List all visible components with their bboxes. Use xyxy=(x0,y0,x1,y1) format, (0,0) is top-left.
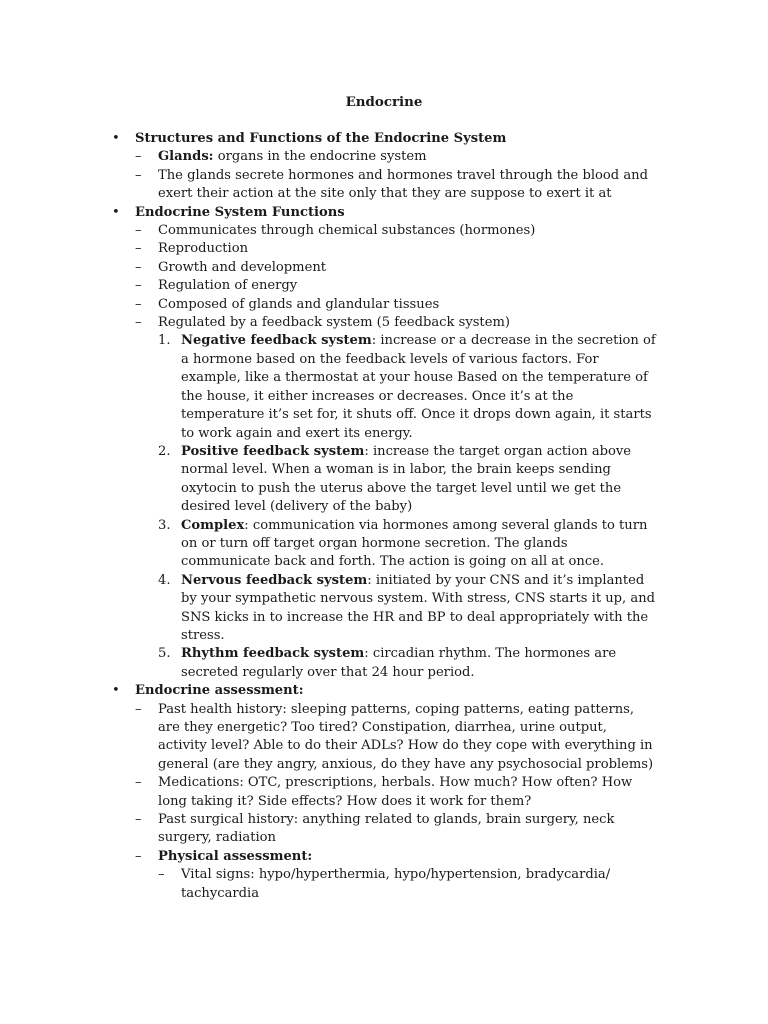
dash-icon: – xyxy=(135,812,142,828)
item-label: Complex xyxy=(181,517,245,533)
item-text: Medications: OTC, prescriptions, herbals. How much? How often? How long taking it? Side effects? How does it work for them? xyxy=(158,775,633,809)
bullet-icon: • xyxy=(112,204,120,220)
feedback-item-complex xyxy=(0,517,656,572)
dash-icon: – xyxy=(135,848,142,864)
dash-icon: – xyxy=(135,315,142,331)
dash-icon: – xyxy=(135,278,142,294)
item-label: Rhythm feedback system xyxy=(181,646,365,662)
dash-icon: – xyxy=(135,259,142,275)
item-text: : circadian rhythm. The hormones are secreted regularly over that 24 hour period. xyxy=(181,646,617,680)
item-text: organs in the endocrine system xyxy=(213,149,427,165)
feedback-item-positive xyxy=(0,443,656,517)
item-number: 4. xyxy=(158,572,171,588)
dash-icon: – xyxy=(135,241,142,257)
item-text: Past surgical history: anything related to glands, brain surgery, neck surgery, radiation xyxy=(158,812,615,846)
list-item xyxy=(0,277,658,295)
list-item xyxy=(0,774,658,811)
list-item xyxy=(0,848,658,866)
item-number: 1. xyxy=(158,333,171,349)
bullet-icon: • xyxy=(112,131,120,146)
item-text: : increase or a decrease in the secretion of a hormone based on the feedback levels of various factors. For example, like a thermostat at your house Based on the temperature of the house, it either increases or decreases. Once it’s at the temperature it’s set for, it shuts off. Once it drops down again, it starts to work again and exert its energy. xyxy=(181,333,656,441)
outline xyxy=(0,130,768,903)
feedback-item-nervous xyxy=(0,572,656,646)
item-text: Reproduction xyxy=(158,241,249,257)
item-label: Positive feedback system xyxy=(181,443,365,459)
item-text: : communication via hormones among several glands to turn on or turn off target organ hormone secretion. The glands communicate back and forth. The action is going on all at once. xyxy=(181,517,648,570)
item-number: 5. xyxy=(158,646,171,662)
section-heading: Endocrine assessment: xyxy=(135,683,304,699)
item-text: Past health history: sleeping patterns, coping patterns, eating patterns, are they energetic? Too tired? Constipation, diarrhea, urine output, activity level? Able to do their ADLs? How do they cope with everything in general (are they angry, anxious, do they have any psychosocial problems) xyxy=(158,701,654,772)
list-item xyxy=(0,259,658,277)
dash-icon: – xyxy=(158,867,165,883)
dash-icon: – xyxy=(135,149,142,165)
item-text: Composed of glands and glandular tissues xyxy=(158,296,440,312)
item-text: Regulation of energy xyxy=(158,278,298,294)
item-label: Negative feedback system xyxy=(181,333,372,349)
list-item xyxy=(0,314,658,332)
list-item xyxy=(0,811,658,848)
bullet-icon: • xyxy=(112,683,120,699)
list-item xyxy=(0,148,658,166)
page-title: Endocrine xyxy=(345,94,423,110)
item-text: Communicates through chemical substances (hormones) xyxy=(158,223,536,239)
item-label: Glands: xyxy=(158,149,214,165)
item-text: The glands secrete hormones and hormones travel through the blood and exert their action at the site only that they are suppose to exert it at xyxy=(158,167,648,202)
section-structures xyxy=(0,130,655,148)
section-functions xyxy=(0,204,655,222)
item-number: 3. xyxy=(158,517,171,533)
item-text: : increase the target organ action above normal level. When a woman is in labor, the brain keeps sending oxytocin to push the uterus above the target level until we get the desired level (delivery of the baby) xyxy=(181,443,632,515)
dash-icon: – xyxy=(135,701,142,717)
feedback-item-negative xyxy=(0,332,656,442)
dash-icon: – xyxy=(135,223,142,239)
item-label: Physical assessment: xyxy=(158,848,313,864)
item-text: Growth and development xyxy=(158,259,327,275)
section-assessment xyxy=(0,682,655,700)
list-item xyxy=(0,222,658,240)
list-item xyxy=(0,296,658,314)
feedback-item-rhythm xyxy=(0,645,656,682)
dash-icon: – xyxy=(135,296,142,312)
list-item xyxy=(0,240,658,258)
list-item xyxy=(0,701,658,775)
section-heading: Endocrine System Functions xyxy=(135,204,345,220)
dash-icon: – xyxy=(135,775,142,791)
list-item xyxy=(0,167,658,204)
item-number: 2. xyxy=(158,443,171,459)
section-heading: Structures and Functions of the Endocrine System xyxy=(135,131,507,146)
item-text: Vital signs: hypo/hyperthermia, hypo/hypertension, bradycardia/ tachycardia xyxy=(181,867,611,901)
dash-icon: – xyxy=(135,167,142,183)
item-text: : initiated by your CNS and it’s implanted by your sympathetic nervous system. With stress, CNS starts it up, and SNS kicks in to increase the HR and BP to deal appropriately with the stress. xyxy=(181,572,656,643)
item-text: Regulated by a feedback system (5 feedback system) xyxy=(158,315,510,331)
list-item xyxy=(0,866,656,903)
item-label: Nervous feedback system xyxy=(181,572,368,588)
